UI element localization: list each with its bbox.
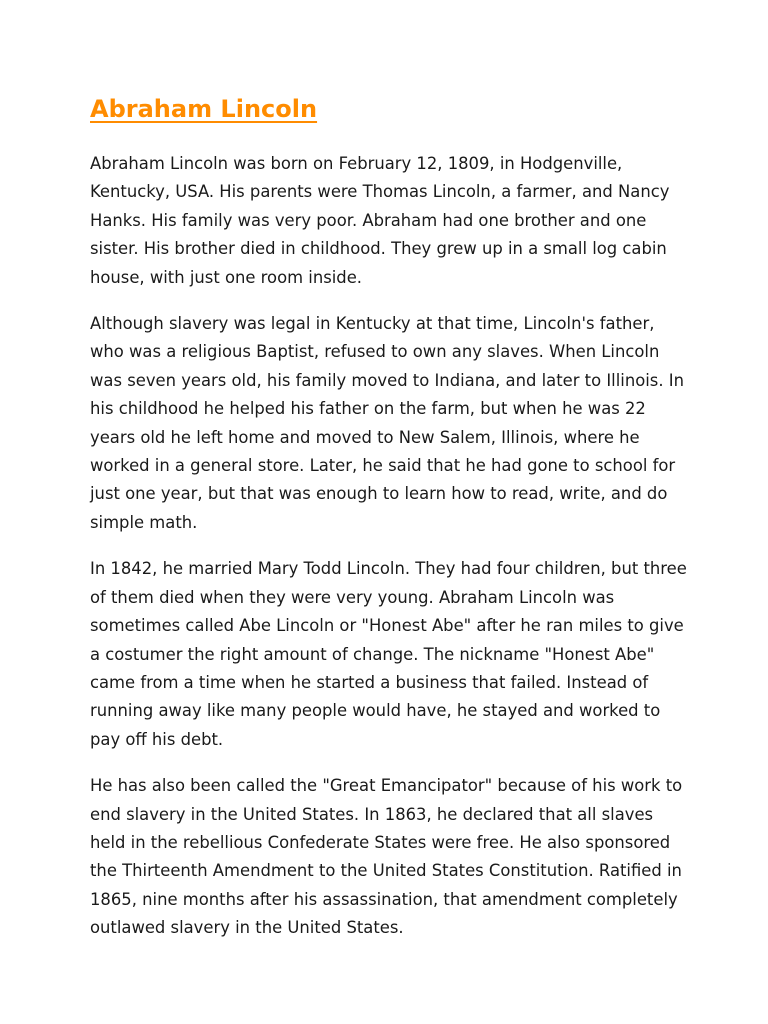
paragraph-family: In 1842, he married Mary Todd Lincoln. They had four children, but three of them died when they were very young. Abraham Lincoln was sometimes called Abe Lincoln or "Honest Abe" after he ran miles to give a costumer the right amount of change. The nickname "Honest Abe" came from a time when he started a business that failed. Instead of running away like many people would have, he stayed and worked to pay off his debt. <box>90 559 687 749</box>
paragraph-birth: Abraham Lincoln was born on February 12, 1809, in Hodgenville, Kentucky, USA. His parents were Thomas Lincoln, a farmer, and Nancy Hanks. His family was very poor. Abraham had one brother and one sister. His brother died in childhood. They grew up in a small log cabin house, with just one room inside. <box>90 154 670 287</box>
paragraph-childhood: Although slavery was legal in Kentucky at that time, Lincoln's father, who was a religious Baptist, refused to own any slaves. When Lincoln was seven years old, his family moved to Indiana, and later to Illinois. In his childhood he helped his father on the farm, but when he was 22 years old he left home and moved to New Salem, Illinois, where he worked in a general store. Later, he said that he had gone to school for just one year, but that was enough to learn how to read, write, and do simple math. <box>90 314 684 532</box>
paragraph-emancipator: He has also been called the "Great Emancipator" because of his work to end slavery in the United States. In 1863, he declared that all slaves held in the rebellious Confederate States were free. He also sponsored the Thirteenth Amendment to the United States Constitution. Ratified in 1865, nine months after his assassination, that amendment completely outlawed slavery in the United States. <box>90 776 683 938</box>
document-title: Abraham Lincoln <box>90 95 318 123</box>
document-page <box>90 92 690 961</box>
